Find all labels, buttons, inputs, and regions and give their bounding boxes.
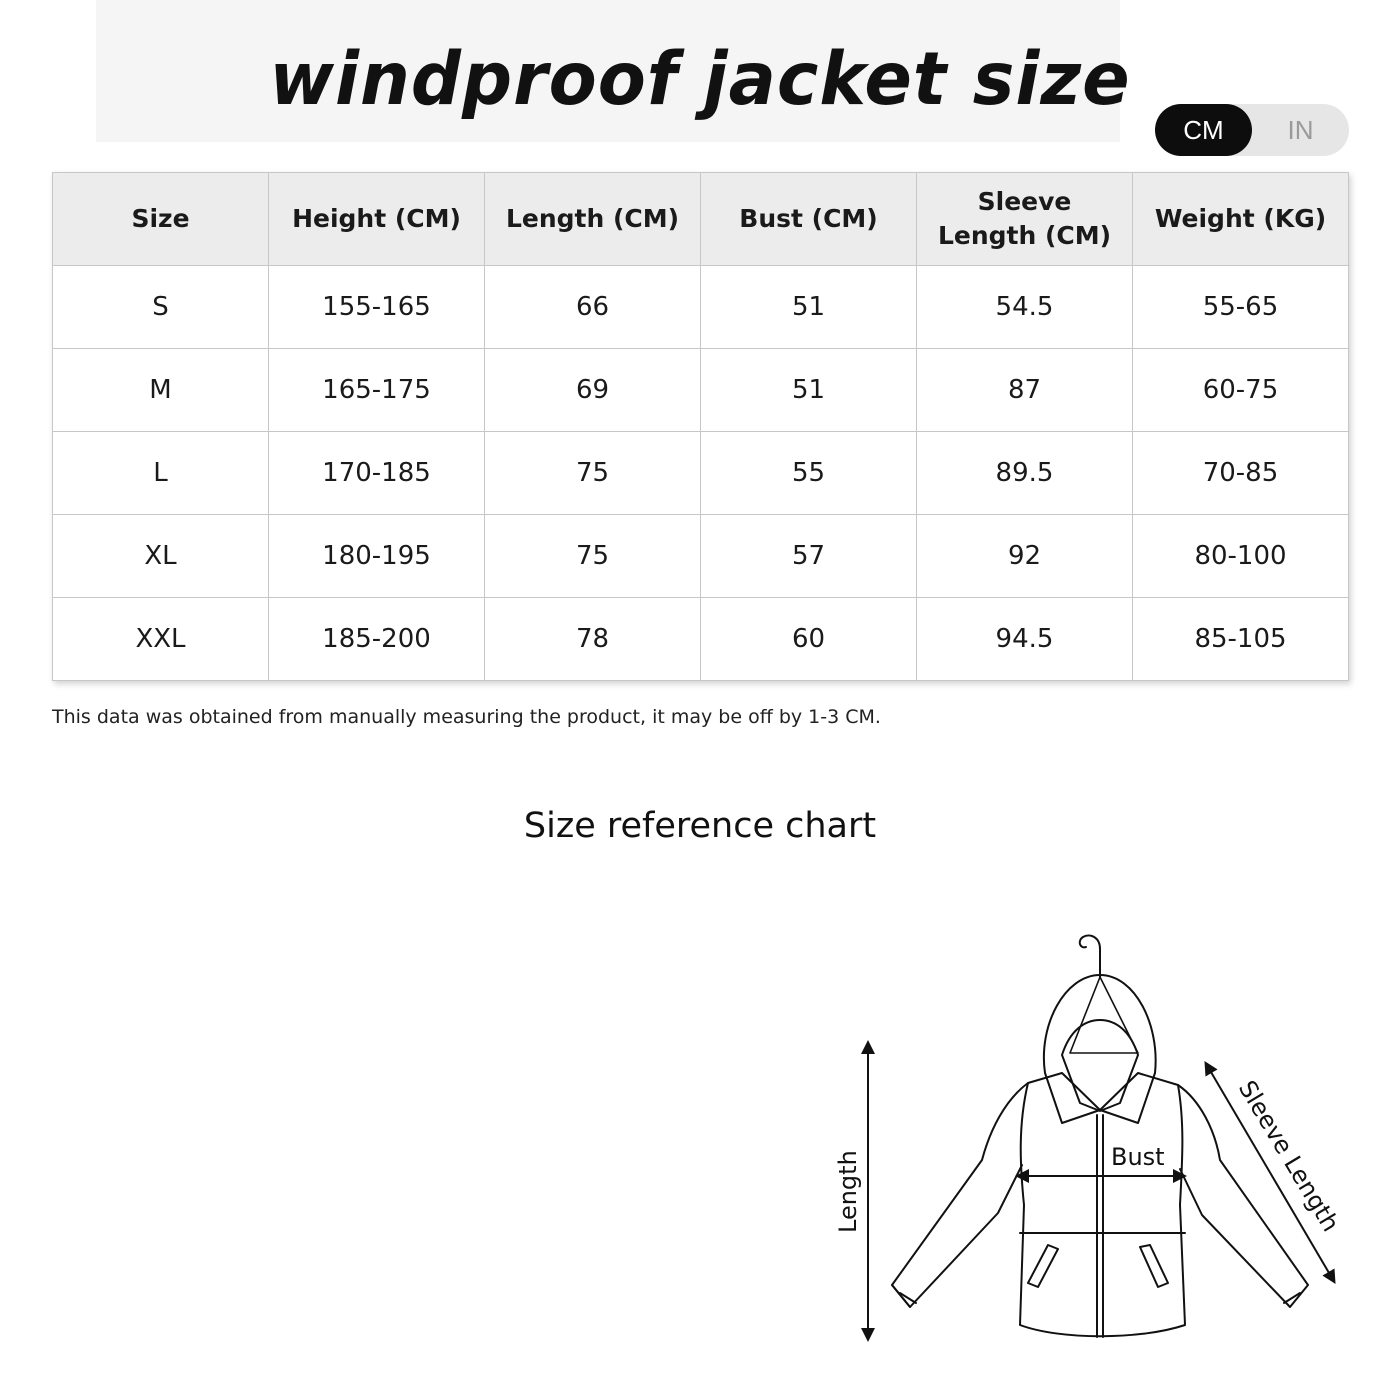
header-length: Length (CM)	[485, 173, 701, 266]
cell-height: 155-165	[269, 266, 485, 349]
cell-height: 180-195	[269, 515, 485, 598]
cell-height: 185-200	[269, 598, 485, 681]
table-header-row	[53, 173, 1349, 266]
table-row	[53, 432, 1349, 515]
measurement-note: This data was obtained from manually measuring the product, it may be off by 1-3 CM.	[52, 706, 881, 728]
cell-size: M	[53, 349, 269, 432]
hanger-icon	[1080, 936, 1100, 978]
length-label: Length	[834, 1150, 862, 1233]
cell-size: L	[53, 432, 269, 515]
cell-weight: 55-65	[1133, 266, 1349, 349]
table-row	[53, 266, 1349, 349]
cell-bust: 60	[701, 598, 917, 681]
cell-height: 170-185	[269, 432, 485, 515]
cell-bust: 57	[701, 515, 917, 598]
header-sleeve-length: Sleeve Length (CM)	[917, 173, 1133, 266]
table-row	[53, 515, 1349, 598]
cell-length: 66	[485, 266, 701, 349]
cell-bust: 55	[701, 432, 917, 515]
sleeve-length-label: Sleeve Length	[1232, 1075, 1345, 1237]
right-sleeve-outline	[1178, 1085, 1308, 1307]
page-title: windproof jacket size	[269, 35, 1131, 123]
left-sleeve-outline	[892, 1083, 1028, 1307]
bust-label: Bust	[1111, 1143, 1165, 1171]
left-pocket	[1028, 1245, 1058, 1287]
cell-size: XXL	[53, 598, 269, 681]
cell-length: 78	[485, 598, 701, 681]
cell-height: 165-175	[269, 349, 485, 432]
cell-size: S	[53, 266, 269, 349]
cell-size: XL	[53, 515, 269, 598]
cell-sleeve-length: 54.5	[917, 266, 1133, 349]
cell-sleeve-length: 94.5	[917, 598, 1133, 681]
right-pocket	[1140, 1245, 1168, 1287]
cell-bust: 51	[701, 266, 917, 349]
cell-sleeve-length: 92	[917, 515, 1133, 598]
unit-cm-option[interactable]: CM	[1155, 104, 1252, 156]
reference-chart-title: Size reference chart	[523, 806, 877, 846]
table-row	[53, 598, 1349, 681]
cell-weight: 85-105	[1133, 598, 1349, 681]
cell-length: 69	[485, 349, 701, 432]
header-size: Size	[53, 173, 269, 266]
unit-toggle[interactable]	[1155, 104, 1349, 156]
header-weight: Weight (KG)	[1133, 173, 1349, 266]
header-bust: Bust (CM)	[701, 173, 917, 266]
cell-length: 75	[485, 432, 701, 515]
jacket-diagram	[800, 925, 1360, 1365]
size-table	[52, 172, 1349, 681]
cell-length: 75	[485, 515, 701, 598]
cell-weight: 60-75	[1133, 349, 1349, 432]
cell-sleeve-length: 87	[917, 349, 1133, 432]
cell-sleeve-length: 89.5	[917, 432, 1133, 515]
unit-in-option[interactable]: IN	[1287, 114, 1314, 145]
header-height: Height (CM)	[269, 173, 485, 266]
cell-weight: 70-85	[1133, 432, 1349, 515]
cell-weight: 80-100	[1133, 515, 1349, 598]
hood-outline	[1044, 975, 1156, 1123]
cell-bust: 51	[701, 349, 917, 432]
table-row	[53, 349, 1349, 432]
